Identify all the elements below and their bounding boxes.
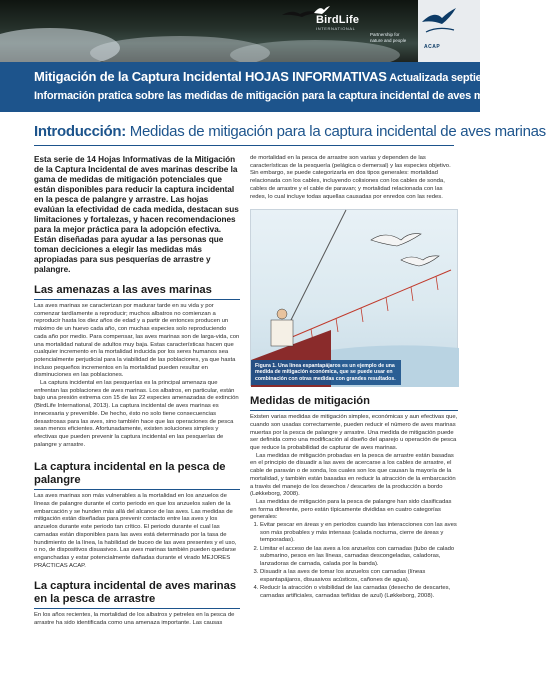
paragraph: Existen varias medidas de mitigación simples, económicas y aun efectivas que, cuando son usadas correctamente, pueden reducir el número de aves marinas muertas por la pesca de palangre y arrastre. Una medida de mitigación puede ser definida como una modificación al diseño del aparejo u operación de pesca que reduce la probabilidad de capturar de aves marinas. — [250, 414, 458, 452]
section-title — [34, 123, 546, 140]
birdlife-logo-icon — [314, 5, 330, 15]
org-name: BirdLife — [316, 14, 360, 26]
partner-line: nature and people — [370, 38, 407, 43]
section-title-rest: Medidas de mitigación para la captura incidental de aves marinas — [125, 123, 546, 140]
mitigation-body — [250, 414, 458, 522]
org-sub: INTERNATIONAL — [316, 26, 356, 31]
divider — [34, 608, 240, 609]
title-prefix: Mitigación de la Captura Incidental — [34, 69, 245, 84]
right-column — [250, 155, 458, 601]
paragraph: Las aves marinas se caracterizan por madurar tarde en su vida y por comenzar tardíamente a reproducir; muchos albatros no comienzan a reproducir hasta los diez años de edad y a partir de entonces producen un máximo de un huevo cada año, con muchas especies solo reproduciendo cada año por medio. Para compensar, las aves marinas son de larga-vida, con una mortalidad natural de adultos muy baja. Estas características hacen que cualquier incremento en la mortalidad inducida por los seres humanos sea potencialmente perjudicial para la viabilidad de las poblaciones, ya que hasta incluso pequeños incrementos en la mortalidad pueden resultar en disminuciones en las poblaciones. — [34, 303, 240, 379]
threats-heading: Las amenazas a las aves marinas — [34, 284, 212, 296]
acap-albatross-icon — [420, 2, 458, 46]
document-subtitle: Información pratica sobre las medidas de mitigación para la captura incidental de aves marinas — [34, 90, 515, 102]
list-item: 1. Evitar pescar en áreas y en periodos cuando las interacciones con las aves son más probables y más intensas (calada nocturna, cierre de áreas y temporadas). — [260, 522, 458, 545]
header-banner — [0, 0, 480, 62]
document-title — [34, 69, 552, 84]
intro-header — [34, 123, 546, 140]
paragraph: La captura incidental en las pesquerías es la principal amenaza que enfrentan las poblaciones de aves marinas. Los albatros, en particular, están bajo una presión extrema con 15 de las 22 especies amenazadas de extinción (BirdLife International, 2013). La captura incidental de aves marinas es innecesaria y prevenible. De hecho, ésto no solo tiene consecuencias desastrosas para las aves, sino también hace que las operaciones de pesca sean menos eficientes. Afortunadamente, existen soluciones simples y efectivas que pueden prevenir la captura incidental en las pesquerías de palangre y arrastre. — [34, 380, 239, 448]
mitigation-heading: Medidas de mitigación — [250, 395, 370, 408]
partner-line: Partnership for — [370, 32, 400, 37]
acap-label: ACAP — [424, 44, 441, 50]
title-date: Actualizada septiembre del 2014 — [386, 72, 552, 84]
list-item: 4. Reducir la atracción o visibilidad de las carnadas (desecho de descartes, carnadas artificiales, carnadas teñidas de azul) (Løkkeborg, 2008). — [260, 585, 458, 600]
birdlife-logo — [316, 14, 359, 31]
trawl-continued — [250, 155, 458, 201]
threats-body — [34, 303, 240, 449]
paragraph: Las aves marinas son más vulnerables a la mortalidad en los anzuelos de líneas de palangre durante el corto periodo en que los anzuelos salen de la embarcación y se hunden más allá del alcance de las aves. Las medidas de mitigación están diseñadas para prevenir contacto entre las aves y los anzuelos durante este periodo tan crítico. El periodo durante el cual las carnadas están disponibles para las aves está determinado por la tasa de hundimiento de la línea, la habilidad de buceo de las aves presentes y el uso, o no, de dispositivos disuasivos. Las aves marinas también pueden quedarse enganchadas y estar potencialmente dañadas durante el virado MEJORES PRÁCTICAS ACAP. — [34, 493, 237, 569]
title-bar — [0, 62, 552, 112]
divider — [34, 299, 240, 300]
longline-body — [34, 493, 240, 570]
trawl-body — [34, 612, 240, 627]
divider — [34, 489, 240, 490]
divider — [34, 145, 454, 146]
section-title-bold: Introducción: — [34, 123, 126, 140]
paragraph: Las medidas de mitigación probadas en la pesca de arrastre están basadas en el principio de disuadir a las aves de acercarse a los cables de arrastre, el cable de paraván o de sonda, los cuales son los que causan la mayoría de la mortalidad, y también están basadas en reducir la atracción de la embarcación a través del manejo de los desechos / descartes de la producción a bordo (Løkkeborg, 2008). — [250, 452, 456, 498]
divider — [250, 410, 458, 411]
list-item: 3. Disuadir a las aves de tomar los anzuelos con carnadas (líneas espantapájaros, disuasivos acústicos, cañones de agua). — [260, 569, 458, 584]
list-item: 2. Limitar el acceso de las aves a los anzuelos con carnadas (tubo de calado submarino, pesos en las líneas, carnadas descongeladas, caladoras, lanzadoras de carnada, calada por la banda). — [260, 546, 458, 569]
intro-lead: Esta serie de 14 Hojas Informativas de la Mitigación de la Captura Incidental de aves marinas describe la gama de medidas de mitigación potenciales que están disponibles para reducir la captura incidental en la pesca de palangre y arrastre. Las hojas evalúan la efectividad de cada medida, destacan sus limitaciones y fortalezas, y hacen recomendaciones para la mejor práctica para la adopción efectiva. Están diseñadas para ayudar a las personas que toman deciciones a elegir las medidas más apropiadas para sus pesquerías de arrastre y palangre. — [34, 155, 239, 274]
paragraph: de mortalidad en la pesca de arrastre son varias y dependen de las características de la pesquería (pelágica o demersal) y las especies objetivo. Sin embargo, se puede categorizarla en dos tipos generales: mortalidad relacionada con los cables, incluyendo colisiones con los cables de sonda, cables de arrastre y el cable de paravan; y mortalidad relacionada con las redes, lo cual incluye todas aquellas causadas por enredos con las redes. — [250, 155, 451, 200]
figure-1 — [250, 209, 458, 386]
longline-heading: La captura incidental en la pesca de palangre — [34, 461, 226, 487]
partner-text — [370, 32, 406, 44]
trawl-heading: La captura incidental de aves marinas en la pesca de arrastre — [34, 580, 237, 606]
title-emphasis: HOJAS INFORMATIVAS — [244, 69, 387, 84]
mitigation-list — [250, 522, 458, 600]
paragraph: Las medidas de mitigación para la pesca de palangre han sido clasificadas en forma diferente, pero están típicamente divididas en cuatro categorías generales: — [250, 498, 452, 521]
figure-caption: Figura 1. Una línea espantapájaros es un ejemplo de una medida de mitigación económica, que se puede usar en combinación con otras medidas con grandes resultados. — [251, 360, 401, 385]
paragraph: En los años recientes, la mortalidad de los albatros y petreles en la pesca de arrastre ha sido identificada como una amenaza importante. Las causas — [34, 612, 235, 627]
left-column — [34, 155, 240, 628]
